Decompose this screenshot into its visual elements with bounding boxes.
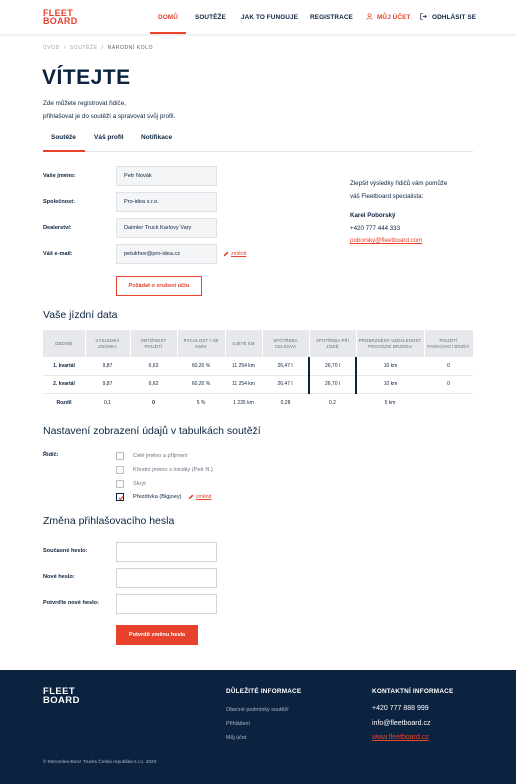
copyright-text: © Mercedes-Benz Trucks Česká republika s.r.o. 2020 (43, 760, 157, 765)
breadcrumb-current: NÁRODNÍ KOLO (107, 45, 154, 51)
table-cell: 9,87 (85, 357, 130, 375)
driver-label: Řidič: (43, 452, 59, 458)
fleetboard-logo[interactable] (43, 9, 78, 25)
table-cell: 10 km (356, 357, 424, 375)
confirm-password-input[interactable] (116, 594, 217, 614)
change-email-link[interactable]: změnit (231, 251, 247, 257)
difference-row (43, 393, 473, 413)
footer-logo-line-1: FLEET (43, 686, 76, 697)
column-header: RYCHLOST > 85 KM/H (177, 330, 225, 357)
breadcrumb-separator: / (99, 45, 106, 51)
nav-home[interactable]: DOMŮ (158, 14, 178, 21)
column-header: PROBRZDĚNÁ VZDÁLENOST PROVOZNÍ BRZDOU (356, 330, 424, 357)
table-row (43, 375, 473, 393)
footer-phone: +420 777 888 999 (372, 705, 429, 712)
name-label: Vaše jméno: (43, 173, 76, 179)
nav-my-account[interactable]: MŮJ ÚČET (377, 14, 411, 21)
tab-bar (43, 128, 473, 152)
table-cell: 0,1 (104, 400, 111, 407)
table-cell: 26,70 l (309, 375, 356, 393)
full-name-option: Celé jméno a příjmení (133, 453, 188, 459)
column-header: OBDOBÍ (43, 330, 85, 357)
driving-data-title: Vaše jízdní data (43, 309, 118, 321)
table-row (43, 357, 473, 375)
nav-competitions[interactable]: SOUTĚŽE (195, 14, 226, 21)
important-info-heading: DŮLEŽITÉ INFORMACE (226, 688, 302, 695)
nickname-option: Přezdívka (Bigjoey) (133, 494, 182, 500)
hide-option: Skrýt (133, 481, 146, 487)
specialist-text-1: Zlepšit výsledky řidičů vám pomůže (350, 180, 448, 187)
footer-website-link[interactable]: www.fleetboard.cz (372, 734, 429, 741)
display-settings-title: Nastavení zobrazení údajů v tabulkách soutěží (43, 425, 261, 437)
hide-checkbox[interactable] (116, 480, 124, 488)
footer-logo[interactable] (43, 688, 80, 705)
footer-link-account[interactable]: Můj účet (226, 735, 247, 741)
contact-info-heading: KONTAKTNÍ INFORMACE (372, 688, 454, 695)
table-cell: 9,87 (85, 375, 130, 393)
password-section-title: Změna přihlašovacího hesla (43, 515, 175, 527)
table-cell: 0,28 (280, 400, 291, 407)
change-nickname-link[interactable]: změnit (196, 494, 212, 500)
tab-active-indicator (43, 150, 85, 152)
company-field[interactable]: Pro-idea s.r.o. (116, 192, 217, 212)
site-footer (0, 670, 516, 784)
table-cell: 26,70 l (309, 357, 356, 375)
email-field[interactable]: petukhov@pro-idea.cz (116, 244, 217, 264)
breadcrumb-separator: / (61, 45, 68, 51)
column-header: SPOTŘEBA CELKOVÁ (262, 330, 309, 357)
full-name-checkbox[interactable] (116, 452, 124, 460)
page-title: VÍTEJTE (42, 66, 131, 89)
table-cell: 0 (424, 375, 473, 393)
table-cell (424, 393, 473, 413)
specialist-email[interactable]: poborsky@fleetboard.com (350, 237, 423, 244)
site-header (0, 0, 516, 34)
breadcrumb-home[interactable]: ÚVOD (43, 45, 60, 51)
table-cell: 60,20 % (177, 375, 225, 393)
nickname-checkbox[interactable] (116, 493, 124, 501)
table-cell: 1. kvartál (43, 357, 85, 375)
table-cell: 5 km (384, 400, 396, 407)
table-header-row (43, 330, 473, 357)
initials-checkbox[interactable] (116, 466, 124, 474)
column-header: OBTÍŽNOST POUŽITÍ (130, 330, 177, 357)
checkmark-icon (118, 495, 124, 501)
tab-competitions[interactable]: Soutěže (51, 134, 76, 141)
table-cell: Rozdíl (56, 400, 72, 407)
name-field[interactable]: Petr Novák (116, 166, 217, 186)
cancel-account-button[interactable]: Požádat o zrušení účtu (116, 276, 202, 296)
table-cell: 26,47 l (262, 357, 309, 375)
column-header: POUŽITÍ PARKOVACÍ BRZDY (424, 330, 473, 357)
tab-profile[interactable]: Váš profil (94, 134, 124, 141)
breadcrumb-competitions[interactable]: SOUTĚŽE (69, 45, 98, 51)
nav-how-it-works[interactable]: JAK TO FUNGUJE (241, 14, 299, 21)
intro-line-2: přihlašovat je do soutěží a spravovat svůj profil. (43, 113, 176, 120)
footer-link-login[interactable]: Přihlášení (226, 721, 250, 727)
table-cell: 6,62 (130, 375, 177, 393)
footer-link-terms[interactable]: Obecné podmínky soutěží (226, 707, 289, 713)
nav-active-indicator (150, 32, 186, 34)
table-cell: 0 (424, 357, 473, 375)
table-cell: 0,2 (329, 400, 336, 407)
company-label: Společnost: (43, 199, 76, 205)
confirm-password-button[interactable]: Potvrdit změnu hesla (116, 625, 198, 645)
pencil-icon (188, 494, 194, 500)
new-password-input[interactable] (116, 568, 217, 588)
user-icon (366, 13, 373, 20)
footer-email[interactable]: info@fleetboard.cz (372, 720, 431, 727)
table-cell: 26,47 l (262, 375, 309, 393)
dealership-field[interactable]: Daimler Truck Karlovy Vary (116, 218, 217, 238)
intro-line-1: Zde můžete registrovat řidiče, (43, 100, 126, 107)
table-cell: 2. kvartál (43, 375, 85, 393)
email-label: Váš e-mail: (43, 251, 73, 257)
table-cell: 5 % (196, 400, 206, 407)
specialist-name: Karel Poborský (350, 212, 396, 219)
column-header: UJETÉ KM (225, 330, 262, 357)
logout-icon (420, 13, 427, 20)
new-password-label: Nové heslo: (43, 574, 75, 580)
breadcrumb (43, 45, 153, 51)
specialist-box (350, 178, 480, 248)
table-cell: 11 254 km (225, 375, 262, 393)
intro-text (43, 97, 263, 123)
footer-logo-line-2: BOARD (43, 694, 80, 706)
current-password-label: Současné heslo: (43, 548, 88, 554)
column-header: VYSLEDNÁ ZNÁMKA (85, 330, 130, 357)
table-cell: 6,62 (130, 357, 177, 375)
initials-option: Křestní jméno s iniciály (Petr N.) (133, 467, 213, 473)
table-cell: 1 235 km (233, 400, 254, 407)
specialist-phone: +420 777 444 333 (350, 224, 401, 232)
tab-notifications[interactable]: Notifikace (141, 134, 173, 141)
table-cell: 0 (152, 400, 155, 407)
specialist-text-2: váš Fleetboard specialista: (350, 192, 424, 200)
driving-data-table (43, 330, 474, 413)
table-cell: 10 km (356, 375, 424, 393)
table-cell: 11 254 km (225, 357, 262, 375)
confirm-password-label: Potvrďte nové heslo: (43, 600, 99, 606)
current-password-input[interactable] (116, 542, 217, 562)
column-header: SPOTŘEBA PŘI JÍZDĚ (309, 330, 356, 357)
pencil-icon (223, 251, 229, 257)
dealership-label: Dealerství: (43, 225, 72, 231)
nav-logout[interactable]: ODHLÁSIT SE (432, 14, 477, 21)
nav-registration[interactable]: REGISTRACE (310, 14, 353, 21)
logo-line-2: BOARD (43, 16, 78, 26)
table-cell: 60,20 % (177, 357, 225, 375)
logo-line-1: FLEET (43, 8, 73, 18)
